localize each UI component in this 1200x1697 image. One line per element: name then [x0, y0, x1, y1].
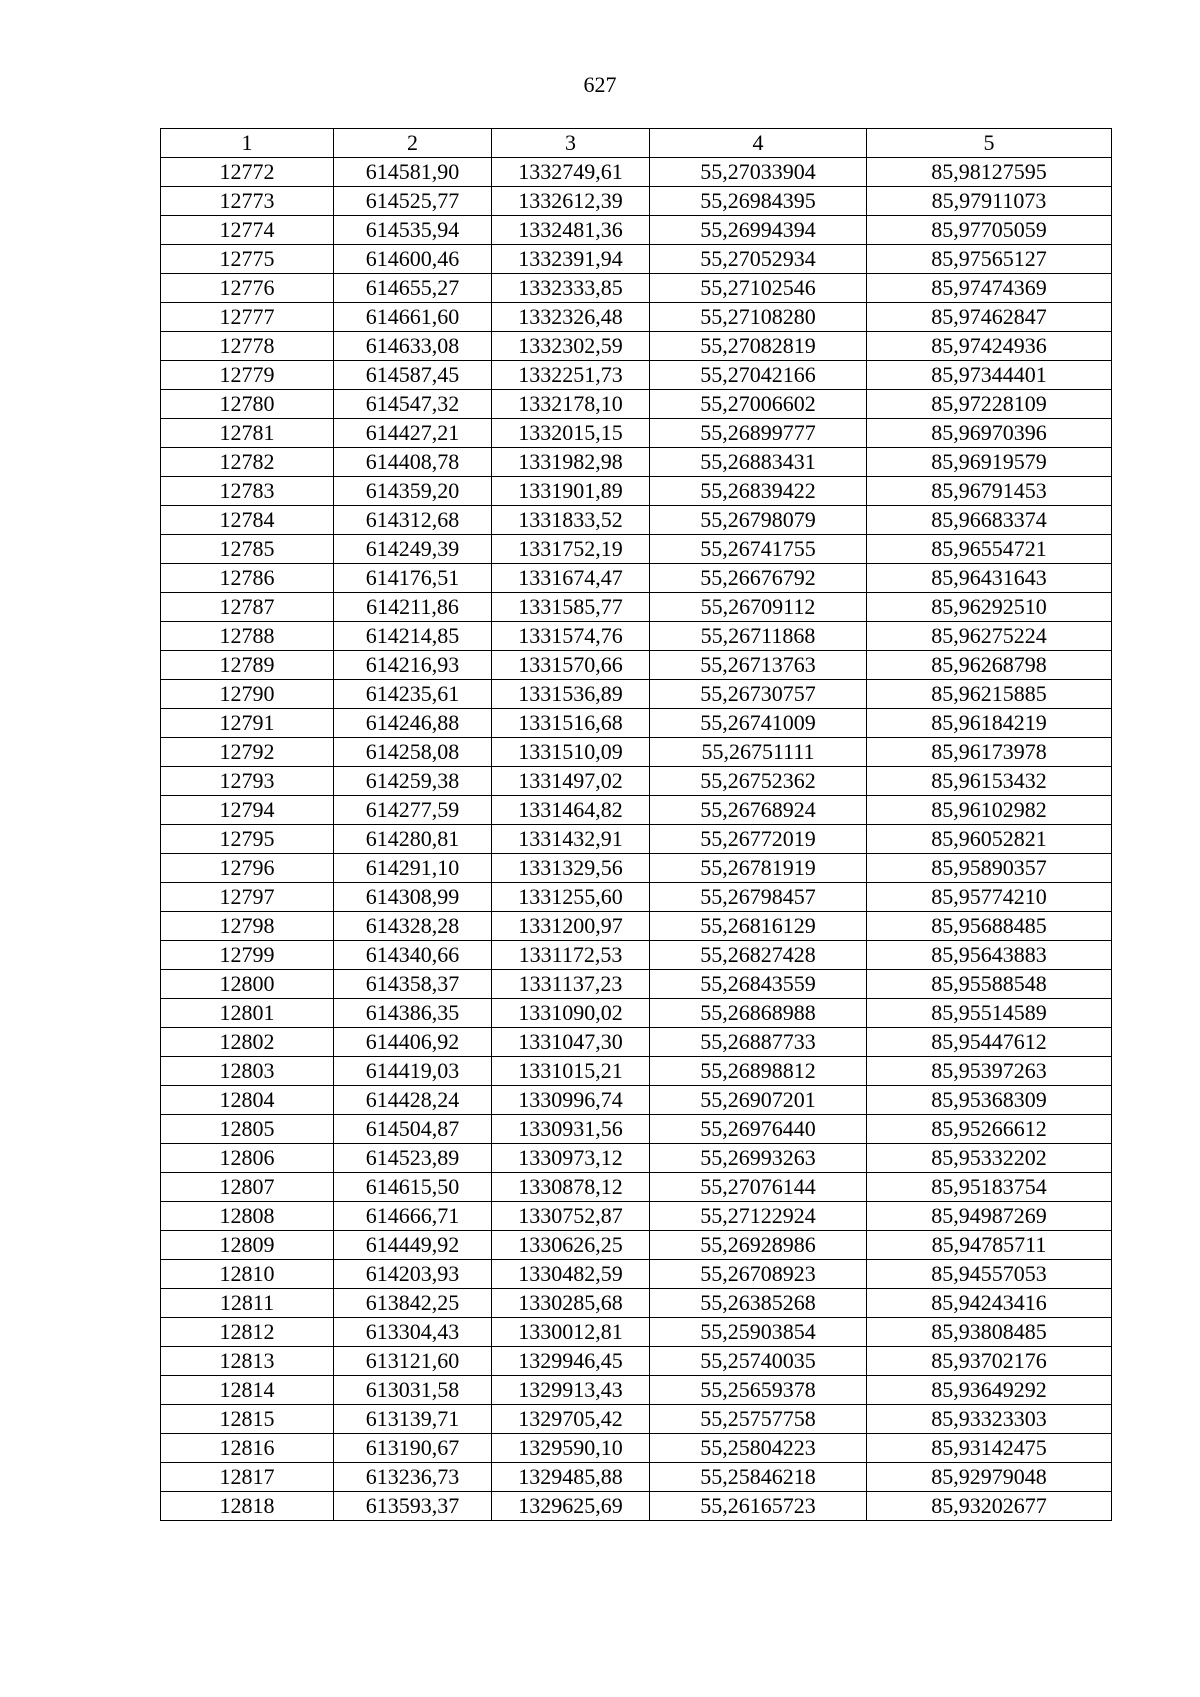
table-cell-col-4: 55,25804223	[650, 1434, 867, 1463]
table-cell-col-5: 85,96683374	[867, 506, 1112, 535]
table-cell-col-2: 613031,58	[334, 1376, 492, 1405]
table-cell-col-4: 55,27122924	[650, 1202, 867, 1231]
table-cell-col-1: 12817	[161, 1463, 334, 1492]
table-cell-col-4: 55,26713763	[650, 651, 867, 680]
table-cell-col-4: 55,26816129	[650, 912, 867, 941]
table-cell-col-3: 1330996,74	[492, 1086, 650, 1115]
table-row	[161, 1173, 1112, 1202]
table-cell-col-3: 1332391,94	[492, 245, 650, 274]
table-cell-col-3: 1329625,69	[492, 1492, 650, 1521]
table-cell-col-3: 1330973,12	[492, 1144, 650, 1173]
table-cell-col-1: 12812	[161, 1318, 334, 1347]
table-cell-col-2: 613236,73	[334, 1463, 492, 1492]
page-number: 627	[583, 72, 617, 97]
table-cell-col-3: 1331901,89	[492, 477, 650, 506]
table-row	[161, 970, 1112, 999]
table-cell-col-5: 85,95447612	[867, 1028, 1112, 1057]
table-cell-col-3: 1332178,10	[492, 390, 650, 419]
table-cell-col-1: 12813	[161, 1347, 334, 1376]
table-cell-col-5: 85,97462847	[867, 303, 1112, 332]
table-cell-col-4: 55,25659378	[650, 1376, 867, 1405]
table-cell-col-2: 614525,77	[334, 187, 492, 216]
table-cell-col-2: 614359,20	[334, 477, 492, 506]
table-row	[161, 564, 1112, 593]
table-cell-col-4: 55,27076144	[650, 1173, 867, 1202]
table-cell-col-4: 55,27082819	[650, 332, 867, 361]
table-cell-col-3: 1329946,45	[492, 1347, 650, 1376]
table-cell-col-2: 614216,93	[334, 651, 492, 680]
table-cell-col-3: 1331574,76	[492, 622, 650, 651]
table-cell-col-5: 85,93649292	[867, 1376, 1112, 1405]
table-cell-col-5: 85,93142475	[867, 1434, 1112, 1463]
table-cell-col-4: 55,26730757	[650, 680, 867, 709]
table-cell-col-5: 85,96102982	[867, 796, 1112, 825]
table-cell-col-1: 12785	[161, 535, 334, 564]
table-row	[161, 796, 1112, 825]
table-cell-col-1: 12787	[161, 593, 334, 622]
table-cell-col-2: 614419,03	[334, 1057, 492, 1086]
table-cell-col-3: 1331464,82	[492, 796, 650, 825]
table-cell-col-4: 55,26827428	[650, 941, 867, 970]
table-cell-col-2: 614408,78	[334, 448, 492, 477]
table-cell-col-4: 55,26984395	[650, 187, 867, 216]
table-cell-col-2: 613304,43	[334, 1318, 492, 1347]
table-cell-col-1: 12784	[161, 506, 334, 535]
table-cell-col-5: 85,94785711	[867, 1231, 1112, 1260]
table-cell-col-3: 1329705,42	[492, 1405, 650, 1434]
table-cell-col-3: 1330878,12	[492, 1173, 650, 1202]
table-row	[161, 1376, 1112, 1405]
table-cell-col-5: 85,96173978	[867, 738, 1112, 767]
table-cell-col-4: 55,26899777	[650, 419, 867, 448]
table-cell-col-4: 55,25846218	[650, 1463, 867, 1492]
table-cell-col-2: 614308,99	[334, 883, 492, 912]
table-cell-col-3: 1331172,53	[492, 941, 650, 970]
table-cell-col-2: 614277,59	[334, 796, 492, 825]
table-row	[161, 825, 1112, 854]
table-cell-col-1: 12809	[161, 1231, 334, 1260]
table-cell-col-3: 1330482,59	[492, 1260, 650, 1289]
table-cell-col-1: 12777	[161, 303, 334, 332]
coordinates-table	[160, 128, 1112, 1521]
table-cell-col-5: 85,96268798	[867, 651, 1112, 680]
table-cell-col-1: 12788	[161, 622, 334, 651]
table-cell-col-1: 12806	[161, 1144, 334, 1173]
column-header-3: 3	[492, 129, 650, 158]
table-cell-col-4: 55,26928986	[650, 1231, 867, 1260]
table-cell-col-5: 85,95774210	[867, 883, 1112, 912]
table-cell-col-2: 614203,93	[334, 1260, 492, 1289]
table-row	[161, 1260, 1112, 1289]
table-cell-col-2: 614406,92	[334, 1028, 492, 1057]
header-row	[161, 129, 1112, 158]
table-cell-col-3: 1331516,68	[492, 709, 650, 738]
table-cell-col-5: 85,93202677	[867, 1492, 1112, 1521]
table-cell-col-4: 55,26843559	[650, 970, 867, 999]
table-cell-col-3: 1332749,61	[492, 158, 650, 187]
table-cell-col-5: 85,95688485	[867, 912, 1112, 941]
table-row	[161, 506, 1112, 535]
table-row	[161, 216, 1112, 245]
table-cell-col-3: 1331432,91	[492, 825, 650, 854]
table-cell-col-3: 1332612,39	[492, 187, 650, 216]
column-header-5: 5	[867, 129, 1112, 158]
table-row	[161, 1057, 1112, 1086]
table-cell-col-5: 85,96431643	[867, 564, 1112, 593]
table-cell-col-5: 85,97424936	[867, 332, 1112, 361]
table-cell-col-3: 1331570,66	[492, 651, 650, 680]
table-row	[161, 361, 1112, 390]
table-cell-col-5: 85,97565127	[867, 245, 1112, 274]
table-cell-col-2: 614427,21	[334, 419, 492, 448]
table-cell-col-4: 55,27033904	[650, 158, 867, 187]
table-cell-col-5: 85,95643883	[867, 941, 1112, 970]
table-cell-col-3: 1331047,30	[492, 1028, 650, 1057]
table-cell-col-4: 55,27052934	[650, 245, 867, 274]
table-cell-col-2: 614328,28	[334, 912, 492, 941]
table-cell-col-1: 12805	[161, 1115, 334, 1144]
table-row	[161, 680, 1112, 709]
table-header	[161, 129, 1112, 158]
table-row	[161, 274, 1112, 303]
table-cell-col-5: 85,96215885	[867, 680, 1112, 709]
table-cell-col-2: 614340,66	[334, 941, 492, 970]
table-cell-col-1: 12795	[161, 825, 334, 854]
table-cell-col-4: 55,26385268	[650, 1289, 867, 1318]
table-cell-col-4: 55,26976440	[650, 1115, 867, 1144]
table-cell-col-1: 12786	[161, 564, 334, 593]
table-cell-col-1: 12818	[161, 1492, 334, 1521]
table-cell-col-3: 1331255,60	[492, 883, 650, 912]
table-row	[161, 1086, 1112, 1115]
table-cell-col-5: 85,98127595	[867, 158, 1112, 187]
table-row	[161, 1202, 1112, 1231]
table-cell-col-1: 12800	[161, 970, 334, 999]
table-cell-col-4: 55,25757758	[650, 1405, 867, 1434]
table-cell-col-4: 55,26887733	[650, 1028, 867, 1057]
table-cell-col-4: 55,27006602	[650, 390, 867, 419]
table-cell-col-1: 12774	[161, 216, 334, 245]
table-row	[161, 1115, 1112, 1144]
table-cell-col-3: 1331329,56	[492, 854, 650, 883]
table-cell-col-5: 85,95514589	[867, 999, 1112, 1028]
table-cell-col-3: 1331674,47	[492, 564, 650, 593]
table-cell-col-1: 12810	[161, 1260, 334, 1289]
table-cell-col-1: 12798	[161, 912, 334, 941]
column-header-1: 1	[161, 129, 334, 158]
table-cell-col-4: 55,26709112	[650, 593, 867, 622]
table-cell-col-3: 1332326,48	[492, 303, 650, 332]
table-cell-col-2: 614600,46	[334, 245, 492, 274]
table-cell-col-2: 614581,90	[334, 158, 492, 187]
table-cell-col-1: 12799	[161, 941, 334, 970]
table-cell-col-3: 1332015,15	[492, 419, 650, 448]
table-row	[161, 245, 1112, 274]
table-row	[161, 593, 1112, 622]
table-cell-col-4: 55,26751111	[650, 738, 867, 767]
table-cell-col-3: 1330012,81	[492, 1318, 650, 1347]
table-cell-col-3: 1330931,56	[492, 1115, 650, 1144]
table-row	[161, 1463, 1112, 1492]
table-row	[161, 1144, 1112, 1173]
table-row	[161, 1434, 1112, 1463]
table-cell-col-5: 85,96919579	[867, 448, 1112, 477]
table-cell-col-4: 55,26768924	[650, 796, 867, 825]
table-cell-col-1: 12814	[161, 1376, 334, 1405]
table-cell-col-2: 614211,86	[334, 593, 492, 622]
table-cell-col-3: 1331833,52	[492, 506, 650, 535]
table-cell-col-5: 85,96554721	[867, 535, 1112, 564]
table-cell-col-3: 1331200,97	[492, 912, 650, 941]
table-cell-col-2: 614666,71	[334, 1202, 492, 1231]
table-cell-col-1: 12804	[161, 1086, 334, 1115]
table-cell-col-2: 614358,37	[334, 970, 492, 999]
table-cell-col-4: 55,26898812	[650, 1057, 867, 1086]
table-cell-col-1: 12815	[161, 1405, 334, 1434]
table-cell-col-2: 614661,60	[334, 303, 492, 332]
table-cell-col-5: 85,95397263	[867, 1057, 1112, 1086]
table-cell-col-4: 55,25740035	[650, 1347, 867, 1376]
table-cell-col-2: 614449,92	[334, 1231, 492, 1260]
table-cell-col-2: 614535,94	[334, 216, 492, 245]
table-cell-col-1: 12790	[161, 680, 334, 709]
table-cell-col-2: 614214,85	[334, 622, 492, 651]
table-cell-col-3: 1329590,10	[492, 1434, 650, 1463]
table-cell-col-5: 85,96052821	[867, 825, 1112, 854]
table-cell-col-1: 12808	[161, 1202, 334, 1231]
table-cell-col-4: 55,26907201	[650, 1086, 867, 1115]
table-cell-col-4: 55,26741009	[650, 709, 867, 738]
table-cell-col-4: 55,25903854	[650, 1318, 867, 1347]
table-cell-col-1: 12802	[161, 1028, 334, 1057]
table-cell-col-1: 12791	[161, 709, 334, 738]
table-row	[161, 651, 1112, 680]
table-cell-col-5: 85,95332202	[867, 1144, 1112, 1173]
table-cell-col-2: 614655,27	[334, 274, 492, 303]
table-cell-col-4: 55,26994394	[650, 216, 867, 245]
table-cell-col-3: 1331497,02	[492, 767, 650, 796]
table-cell-col-5: 85,95368309	[867, 1086, 1112, 1115]
table-cell-col-5: 85,96153432	[867, 767, 1112, 796]
table-cell-col-2: 614615,50	[334, 1173, 492, 1202]
table-cell-col-5: 85,92979048	[867, 1463, 1112, 1492]
table-cell-col-5: 85,96791453	[867, 477, 1112, 506]
table-cell-col-3: 1331752,19	[492, 535, 650, 564]
table-cell-col-3: 1330752,87	[492, 1202, 650, 1231]
table-cell-col-4: 55,26781919	[650, 854, 867, 883]
table-row	[161, 535, 1112, 564]
table-row	[161, 1028, 1112, 1057]
table-row	[161, 1289, 1112, 1318]
table-cell-col-2: 614258,08	[334, 738, 492, 767]
table-row	[161, 709, 1112, 738]
table-cell-col-2: 613190,67	[334, 1434, 492, 1463]
table-row	[161, 622, 1112, 651]
table-cell-col-5: 85,95890357	[867, 854, 1112, 883]
table-cell-col-2: 614504,87	[334, 1115, 492, 1144]
table-cell-col-2: 614547,32	[334, 390, 492, 419]
table-row	[161, 941, 1112, 970]
table-cell-col-3: 1332251,73	[492, 361, 650, 390]
table-cell-col-2: 613593,37	[334, 1492, 492, 1521]
table-cell-col-2: 614280,81	[334, 825, 492, 854]
table-row	[161, 419, 1112, 448]
table-row	[161, 912, 1112, 941]
table-cell-col-1: 12794	[161, 796, 334, 825]
table-cell-col-1: 12793	[161, 767, 334, 796]
table-cell-col-5: 85,97344401	[867, 361, 1112, 390]
table-cell-col-4: 55,26676792	[650, 564, 867, 593]
table-cell-col-2: 614428,24	[334, 1086, 492, 1115]
table-cell-col-1: 12816	[161, 1434, 334, 1463]
table-row	[161, 477, 1112, 506]
table-cell-col-2: 614246,88	[334, 709, 492, 738]
table-cell-col-3: 1331137,23	[492, 970, 650, 999]
table-cell-col-5: 85,97228109	[867, 390, 1112, 419]
table-cell-col-1: 12807	[161, 1173, 334, 1202]
table-cell-col-4: 55,26883431	[650, 448, 867, 477]
table-cell-col-3: 1332302,59	[492, 332, 650, 361]
table-cell-col-5: 85,94557053	[867, 1260, 1112, 1289]
table-cell-col-2: 614386,35	[334, 999, 492, 1028]
table-cell-col-2: 614176,51	[334, 564, 492, 593]
table-cell-col-2: 613139,71	[334, 1405, 492, 1434]
table-row	[161, 187, 1112, 216]
table-cell-col-4: 55,27108280	[650, 303, 867, 332]
table-cell-col-4: 55,26839422	[650, 477, 867, 506]
table-body	[161, 158, 1112, 1521]
table-cell-col-1: 12797	[161, 883, 334, 912]
table-cell-col-4: 55,26798457	[650, 883, 867, 912]
column-header-4: 4	[650, 129, 867, 158]
table-row	[161, 854, 1112, 883]
table-cell-col-4: 55,27102546	[650, 274, 867, 303]
table-cell-col-3: 1331090,02	[492, 999, 650, 1028]
table-cell-col-3: 1330626,25	[492, 1231, 650, 1260]
table-cell-col-4: 55,26752362	[650, 767, 867, 796]
table-cell-col-5: 85,94243416	[867, 1289, 1112, 1318]
table-cell-col-3: 1330285,68	[492, 1289, 650, 1318]
table-cell-col-4: 55,26798079	[650, 506, 867, 535]
table-cell-col-5: 85,97911073	[867, 187, 1112, 216]
table-cell-col-5: 85,96970396	[867, 419, 1112, 448]
table-cell-col-1: 12811	[161, 1289, 334, 1318]
table-cell-col-1: 12775	[161, 245, 334, 274]
column-header-2: 2	[334, 129, 492, 158]
table-cell-col-5: 85,94987269	[867, 1202, 1112, 1231]
table-row	[161, 767, 1112, 796]
table-row	[161, 1405, 1112, 1434]
table-row	[161, 303, 1112, 332]
table-cell-col-2: 614235,61	[334, 680, 492, 709]
table-cell-col-3: 1331585,77	[492, 593, 650, 622]
table-cell-col-1: 12803	[161, 1057, 334, 1086]
table-cell-col-2: 614249,39	[334, 535, 492, 564]
table-row	[161, 1318, 1112, 1347]
table-cell-col-3: 1329913,43	[492, 1376, 650, 1405]
table-cell-col-3: 1331510,09	[492, 738, 650, 767]
table-cell-col-2: 613121,60	[334, 1347, 492, 1376]
table-cell-col-1: 12789	[161, 651, 334, 680]
table-row	[161, 332, 1112, 361]
table-cell-col-1: 12776	[161, 274, 334, 303]
table-cell-col-4: 55,26868988	[650, 999, 867, 1028]
table-cell-col-2: 614523,89	[334, 1144, 492, 1173]
table-cell-col-2: 614312,68	[334, 506, 492, 535]
table-row	[161, 1231, 1112, 1260]
table-cell-col-5: 85,95588548	[867, 970, 1112, 999]
table-cell-col-4: 55,26165723	[650, 1492, 867, 1521]
table-row	[161, 1347, 1112, 1376]
table-cell-col-4: 55,26711868	[650, 622, 867, 651]
table-cell-col-1: 12792	[161, 738, 334, 767]
table-cell-col-4: 55,26708923	[650, 1260, 867, 1289]
table-cell-col-4: 55,26993263	[650, 1144, 867, 1173]
table-cell-col-5: 85,95183754	[867, 1173, 1112, 1202]
table-cell-col-2: 613842,25	[334, 1289, 492, 1318]
table-cell-col-5: 85,97474369	[867, 274, 1112, 303]
table-cell-col-2: 614259,38	[334, 767, 492, 796]
table-row	[161, 448, 1112, 477]
table-row	[161, 1492, 1112, 1521]
table-row	[161, 390, 1112, 419]
table-cell-col-3: 1329485,88	[492, 1463, 650, 1492]
table-row	[161, 158, 1112, 187]
table-cell-col-1: 12779	[161, 361, 334, 390]
table-cell-col-4: 55,26741755	[650, 535, 867, 564]
table-cell-col-1: 12772	[161, 158, 334, 187]
table-cell-col-3: 1332333,85	[492, 274, 650, 303]
table-cell-col-1: 12773	[161, 187, 334, 216]
table-cell-col-5: 85,96275224	[867, 622, 1112, 651]
table-cell-col-1: 12781	[161, 419, 334, 448]
table-row	[161, 738, 1112, 767]
table-cell-col-2: 614633,08	[334, 332, 492, 361]
table-cell-col-2: 614587,45	[334, 361, 492, 390]
table-cell-col-5: 85,95266612	[867, 1115, 1112, 1144]
table-cell-col-3: 1331015,21	[492, 1057, 650, 1086]
table-row	[161, 999, 1112, 1028]
table-row	[161, 883, 1112, 912]
table-cell-col-5: 85,93323303	[867, 1405, 1112, 1434]
table-cell-col-2: 614291,10	[334, 854, 492, 883]
table-cell-col-5: 85,93808485	[867, 1318, 1112, 1347]
table-cell-col-1: 12778	[161, 332, 334, 361]
table-cell-col-1: 12780	[161, 390, 334, 419]
table-cell-col-1: 12783	[161, 477, 334, 506]
table-cell-col-1: 12801	[161, 999, 334, 1028]
table-cell-col-3: 1331982,98	[492, 448, 650, 477]
table-cell-col-3: 1332481,36	[492, 216, 650, 245]
table-cell-col-5: 85,93702176	[867, 1347, 1112, 1376]
table-cell-col-3: 1331536,89	[492, 680, 650, 709]
table-cell-col-5: 85,96184219	[867, 709, 1112, 738]
table-cell-col-5: 85,96292510	[867, 593, 1112, 622]
table-cell-col-1: 12796	[161, 854, 334, 883]
table-cell-col-5: 85,97705059	[867, 216, 1112, 245]
table-cell-col-1: 12782	[161, 448, 334, 477]
table-cell-col-4: 55,26772019	[650, 825, 867, 854]
table-cell-col-4: 55,27042166	[650, 361, 867, 390]
